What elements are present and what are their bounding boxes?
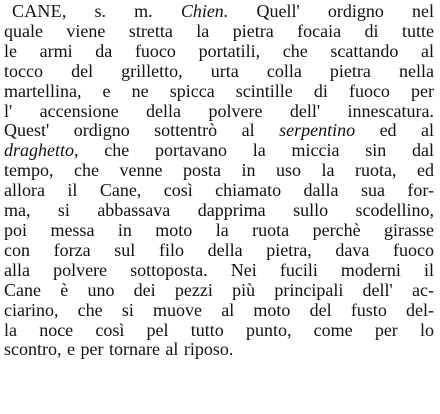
term-draghetto: draghetto: [4, 140, 74, 161]
entry-line-1: [4, 2, 434, 22]
entry-line-2: quale viene stretta la pietra focaia di tutte: [4, 20, 434, 41]
entry-line-7: [4, 121, 434, 141]
entry-line-14: alla polvere sottoposta. Nei fucili moderni il: [4, 259, 434, 280]
entry-line-11: ma, si abbassava dapprima sullo scodellino,: [4, 200, 434, 221]
term-serpentino: serpentino: [279, 120, 356, 141]
entry-line-10: allora il Cane, così chiamato dalla sua for-: [4, 180, 434, 201]
entry-line-12: poi messa in moto la ruota perchè girasse: [4, 219, 434, 240]
french-equivalent: Chien.: [180, 1, 229, 21]
entry-line-13: con forza sul filo della pietra, dava fuoco: [4, 239, 434, 260]
headword: CANE: [12, 1, 62, 21]
grammar-note: , s. m.: [61, 1, 153, 21]
entry-line-4: tocco del grilletto, urta colla pietra nella: [4, 60, 434, 81]
entry-line-8: [4, 141, 434, 161]
entry-line-15: Cane è uno dei pezzi più principali dell' ac-: [4, 279, 434, 300]
dictionary-entry-cane: [4, 2, 434, 360]
entry-line-16: ciarino, che si muove al moto del fusto del-: [4, 299, 434, 320]
entry-line-18: scontro, e per tornare al riposo.: [4, 339, 234, 360]
entry-line-9: tempo, che venne posta in uso la ruota, ed: [4, 160, 434, 181]
entry-line-5: martellina, e ne spicca scintille di fuoco per: [4, 80, 434, 101]
entry-line-17: la noce così pel tutto punto, come per lo: [4, 319, 434, 340]
entry-line-6: l' accensione della polvere dell' innescatura.: [4, 100, 434, 121]
definition-text: Quell' ordigno nel: [256, 1, 435, 21]
definition-text: , che portavano la miccia sin dal: [74, 140, 434, 161]
definition-text: Quest' ordigno sottentrò al: [4, 120, 255, 141]
definition-text: ed al: [379, 120, 435, 141]
entry-line-3: le armi da fuoco portatili, che scattando al: [4, 40, 434, 61]
